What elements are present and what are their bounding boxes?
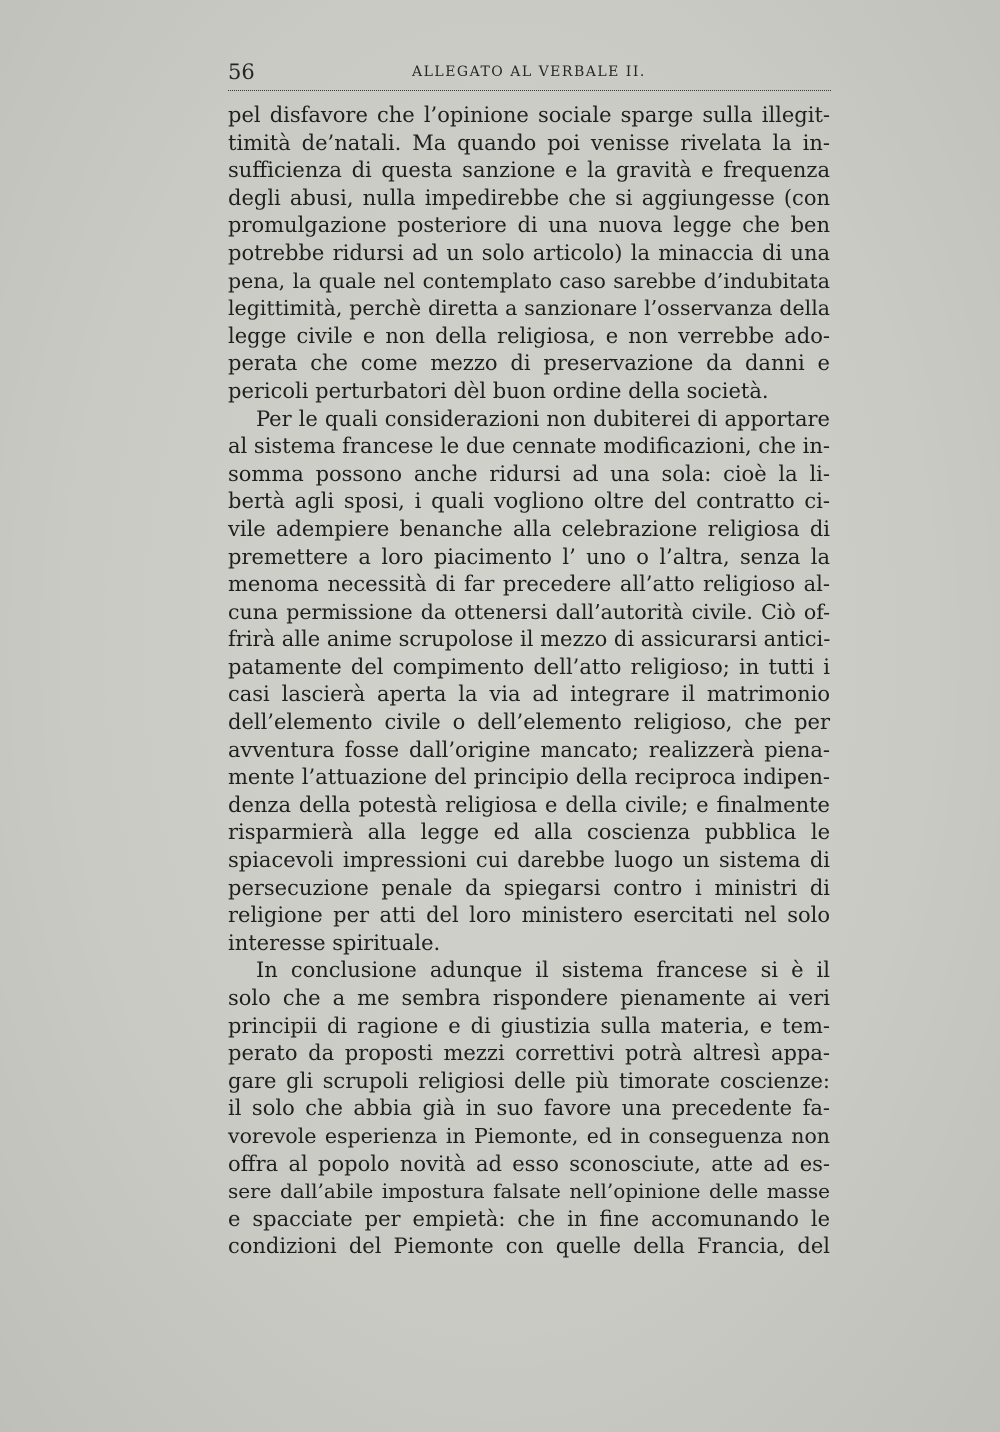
text-line: casi lascierà aperta la via ad integrare il matrimonio <box>228 682 830 707</box>
paragraph-end-line: pericoli perturbatori dèl buon ordine della società. <box>228 378 769 403</box>
text-line: il solo che abbia già in suo favore una precedente fa- <box>228 1096 830 1121</box>
text-line: pel disfavore che l’opinione sociale sparge sulla illegit- <box>228 103 830 127</box>
text-line: sere dall’abile impostura falsate nell’opinione delle masse <box>228 1179 830 1204</box>
text-line: al sistema francese le due cennate modificazioni, che in- <box>228 434 831 459</box>
text-line: solo che a me sembra rispondere pienamente ai veri <box>228 986 830 1010</box>
text-line: vorevole esperienza in Piemonte, ed in conseguenza non <box>228 1123 830 1148</box>
paragraph-start-line: In conclusione adunque il sistema francese si è il <box>256 958 830 983</box>
text-line: spiacevoli impressioni cui darebbe luogo un sistema di <box>228 848 830 873</box>
paragraph-start-line: Per le quali considerazioni non dubiterei di apportare <box>256 406 830 431</box>
page-number: 56 <box>228 60 255 84</box>
text-line: potrebbe ridursi ad un solo articolo) la minaccia di una <box>228 240 830 265</box>
text-line: e spacciate per empietà: che in fine accomunando le <box>228 1206 830 1231</box>
text-line: legge civile e non della religiosa, e non verrebbe ado- <box>228 323 830 348</box>
text-line: mente l’attuazione del principio della reciproca indipen- <box>228 765 830 790</box>
text-line: degli abusi, nulla impedirebbe che si aggiungesse (con <box>228 185 830 210</box>
text-line: cuna permissione da ottenersi dall’autorità civile. Ciò of- <box>228 599 830 624</box>
text-line: bertà agli sposi, i quali vogliono oltre del contratto ci- <box>228 489 830 514</box>
text-line: denza della potestà religiosa e della civile; e finalmente <box>228 792 830 817</box>
text-line: religione per atti del loro ministero esercitati nel solo <box>228 903 830 928</box>
body-text <box>228 102 830 1261</box>
text-line: perata che come mezzo di preservazione da danni e <box>228 351 830 376</box>
text-line: timità de’natali. Ma quando poi venisse rivelata la in- <box>228 130 830 155</box>
text-line: gare gli scrupoli religiosi delle più timorate coscienze: <box>228 1068 830 1093</box>
text-line: dell’elemento civile o dell’elemento religioso, che per <box>228 710 830 735</box>
text-line: menoma necessità di far precedere all’atto religioso al- <box>228 572 830 597</box>
header-divider <box>228 90 831 91</box>
text-line: legittimità, perchè diretta a sanzionare l’osservanza della <box>228 296 830 321</box>
text-line: somma possono anche ridursi ad una sola: cioè la li- <box>228 461 830 486</box>
text-line: sufficienza di questa sanzione e la gravità e frequenza <box>228 158 830 183</box>
text-line: persecuzione penale da spiegarsi contro i ministri di <box>228 875 830 900</box>
text-line: promulgazione posteriore di una nuova legge che ben <box>228 213 830 238</box>
text-line: vile adempiere benanche alla celebrazione religiosa di <box>228 516 830 541</box>
text-line: premettere a loro piacimento l’ uno o l’altra, senza la <box>228 544 830 569</box>
text-line: offra al popolo novità ad esso sconosciute, atte ad es- <box>228 1151 830 1176</box>
text-line: principii di ragione e di giustizia sulla materia, e tem- <box>228 1013 830 1038</box>
paragraph-end-line: interesse spirituale. <box>228 930 441 955</box>
text-line: perato da proposti mezzi correttivi potrà altresì appa- <box>228 1041 830 1066</box>
text-line: condizioni del Piemonte con quelle della Francia, del <box>228 1234 830 1259</box>
text-line: avventura fosse dall’origine mancato; realizzerà piena- <box>228 737 830 762</box>
text-line: patamente del compimento dell’atto religioso; in tutti i <box>228 654 830 679</box>
text-line: frirà alle anime scrupolose il mezzo di assicurarsi antici- <box>228 627 831 652</box>
running-head <box>228 60 828 90</box>
running-title: ALLEGATO AL VERBALE II. <box>412 64 646 80</box>
text-line: pena, la quale nel contemplato caso sarebbe d’indubitata <box>228 268 830 293</box>
text-line: risparmierà alla legge ed alla coscienza pubblica le <box>228 820 830 845</box>
